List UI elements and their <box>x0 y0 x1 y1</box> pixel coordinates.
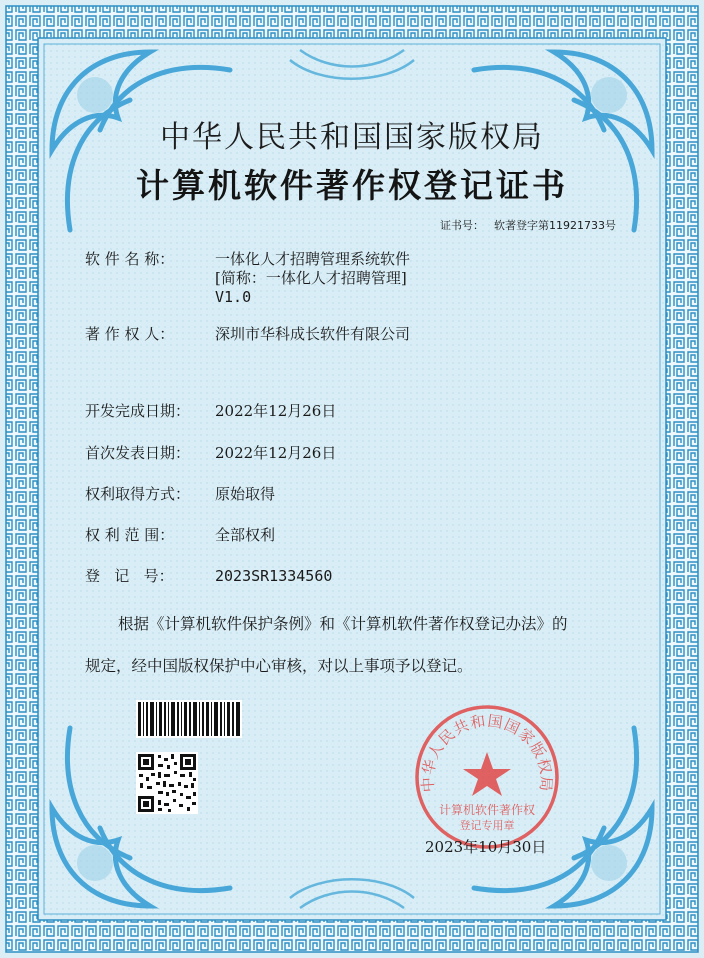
seal-star-icon <box>463 752 511 796</box>
field-label: 首次发表日期： <box>85 444 191 462</box>
seal-inner-line-1: 计算机软件著作权 <box>438 803 536 817</box>
certificate-number <box>440 217 616 233</box>
statement-line-1: 根据《计算机软件保护条例》和《计算机软件著作权登记办法》的 <box>118 615 568 633</box>
certificate-number-value: 软著登字第11921733号 <box>494 219 616 232</box>
field-value: 原始取得 <box>215 485 276 503</box>
field-label: 著 作 权 人： <box>85 325 175 343</box>
field-label: 软 件 名 称： <box>85 250 175 268</box>
field-owner <box>85 325 411 344</box>
software-short-name-line: [简称：一体化人才招聘管理] <box>215 269 407 287</box>
field-value: 深圳市华科成长软件有限公司 <box>215 325 411 343</box>
field-value: 2023SR1334560 <box>215 567 333 585</box>
qr-code-image <box>136 752 198 814</box>
field-software-name <box>85 250 411 306</box>
field-label: 登 记 号： <box>85 567 174 585</box>
field-value: 2022年12月26日 <box>215 444 337 462</box>
software-name-line: 一体化人才招聘管理系统软件 <box>215 250 411 268</box>
issue-date: 2023年10月30日 <box>425 838 547 856</box>
field-reg-no <box>85 567 333 586</box>
field-acquire-method <box>85 485 276 504</box>
seal-ring-text: 中华人民共和国国家版权局 <box>418 711 556 793</box>
field-pub-date <box>85 444 337 463</box>
field-value: 2022年12月26日 <box>215 402 337 420</box>
official-seal <box>412 702 562 852</box>
statement-line-2: 规定，经中国版权保护中心审核，对以上事项予以登记。 <box>85 657 473 675</box>
issuing-authority: 中华人民共和国国家版权局 <box>160 120 544 155</box>
certificate-number-label: 证书号： <box>440 219 484 232</box>
certificate-title: 计算机软件著作权登记证书 <box>136 166 568 205</box>
field-label: 开发完成日期： <box>85 402 191 420</box>
seal-inner-line-2: 登记专用章 <box>459 819 515 832</box>
field-value: 全部权利 <box>215 526 276 544</box>
field-rights-scope <box>85 526 276 545</box>
field-dev-date <box>85 402 337 421</box>
software-version-line: V1.0 <box>215 288 252 306</box>
barcode-image <box>136 700 242 738</box>
field-label: 权利取得方式： <box>85 485 191 503</box>
field-label: 权 利 范 围： <box>85 526 175 544</box>
field-value <box>215 250 410 307</box>
